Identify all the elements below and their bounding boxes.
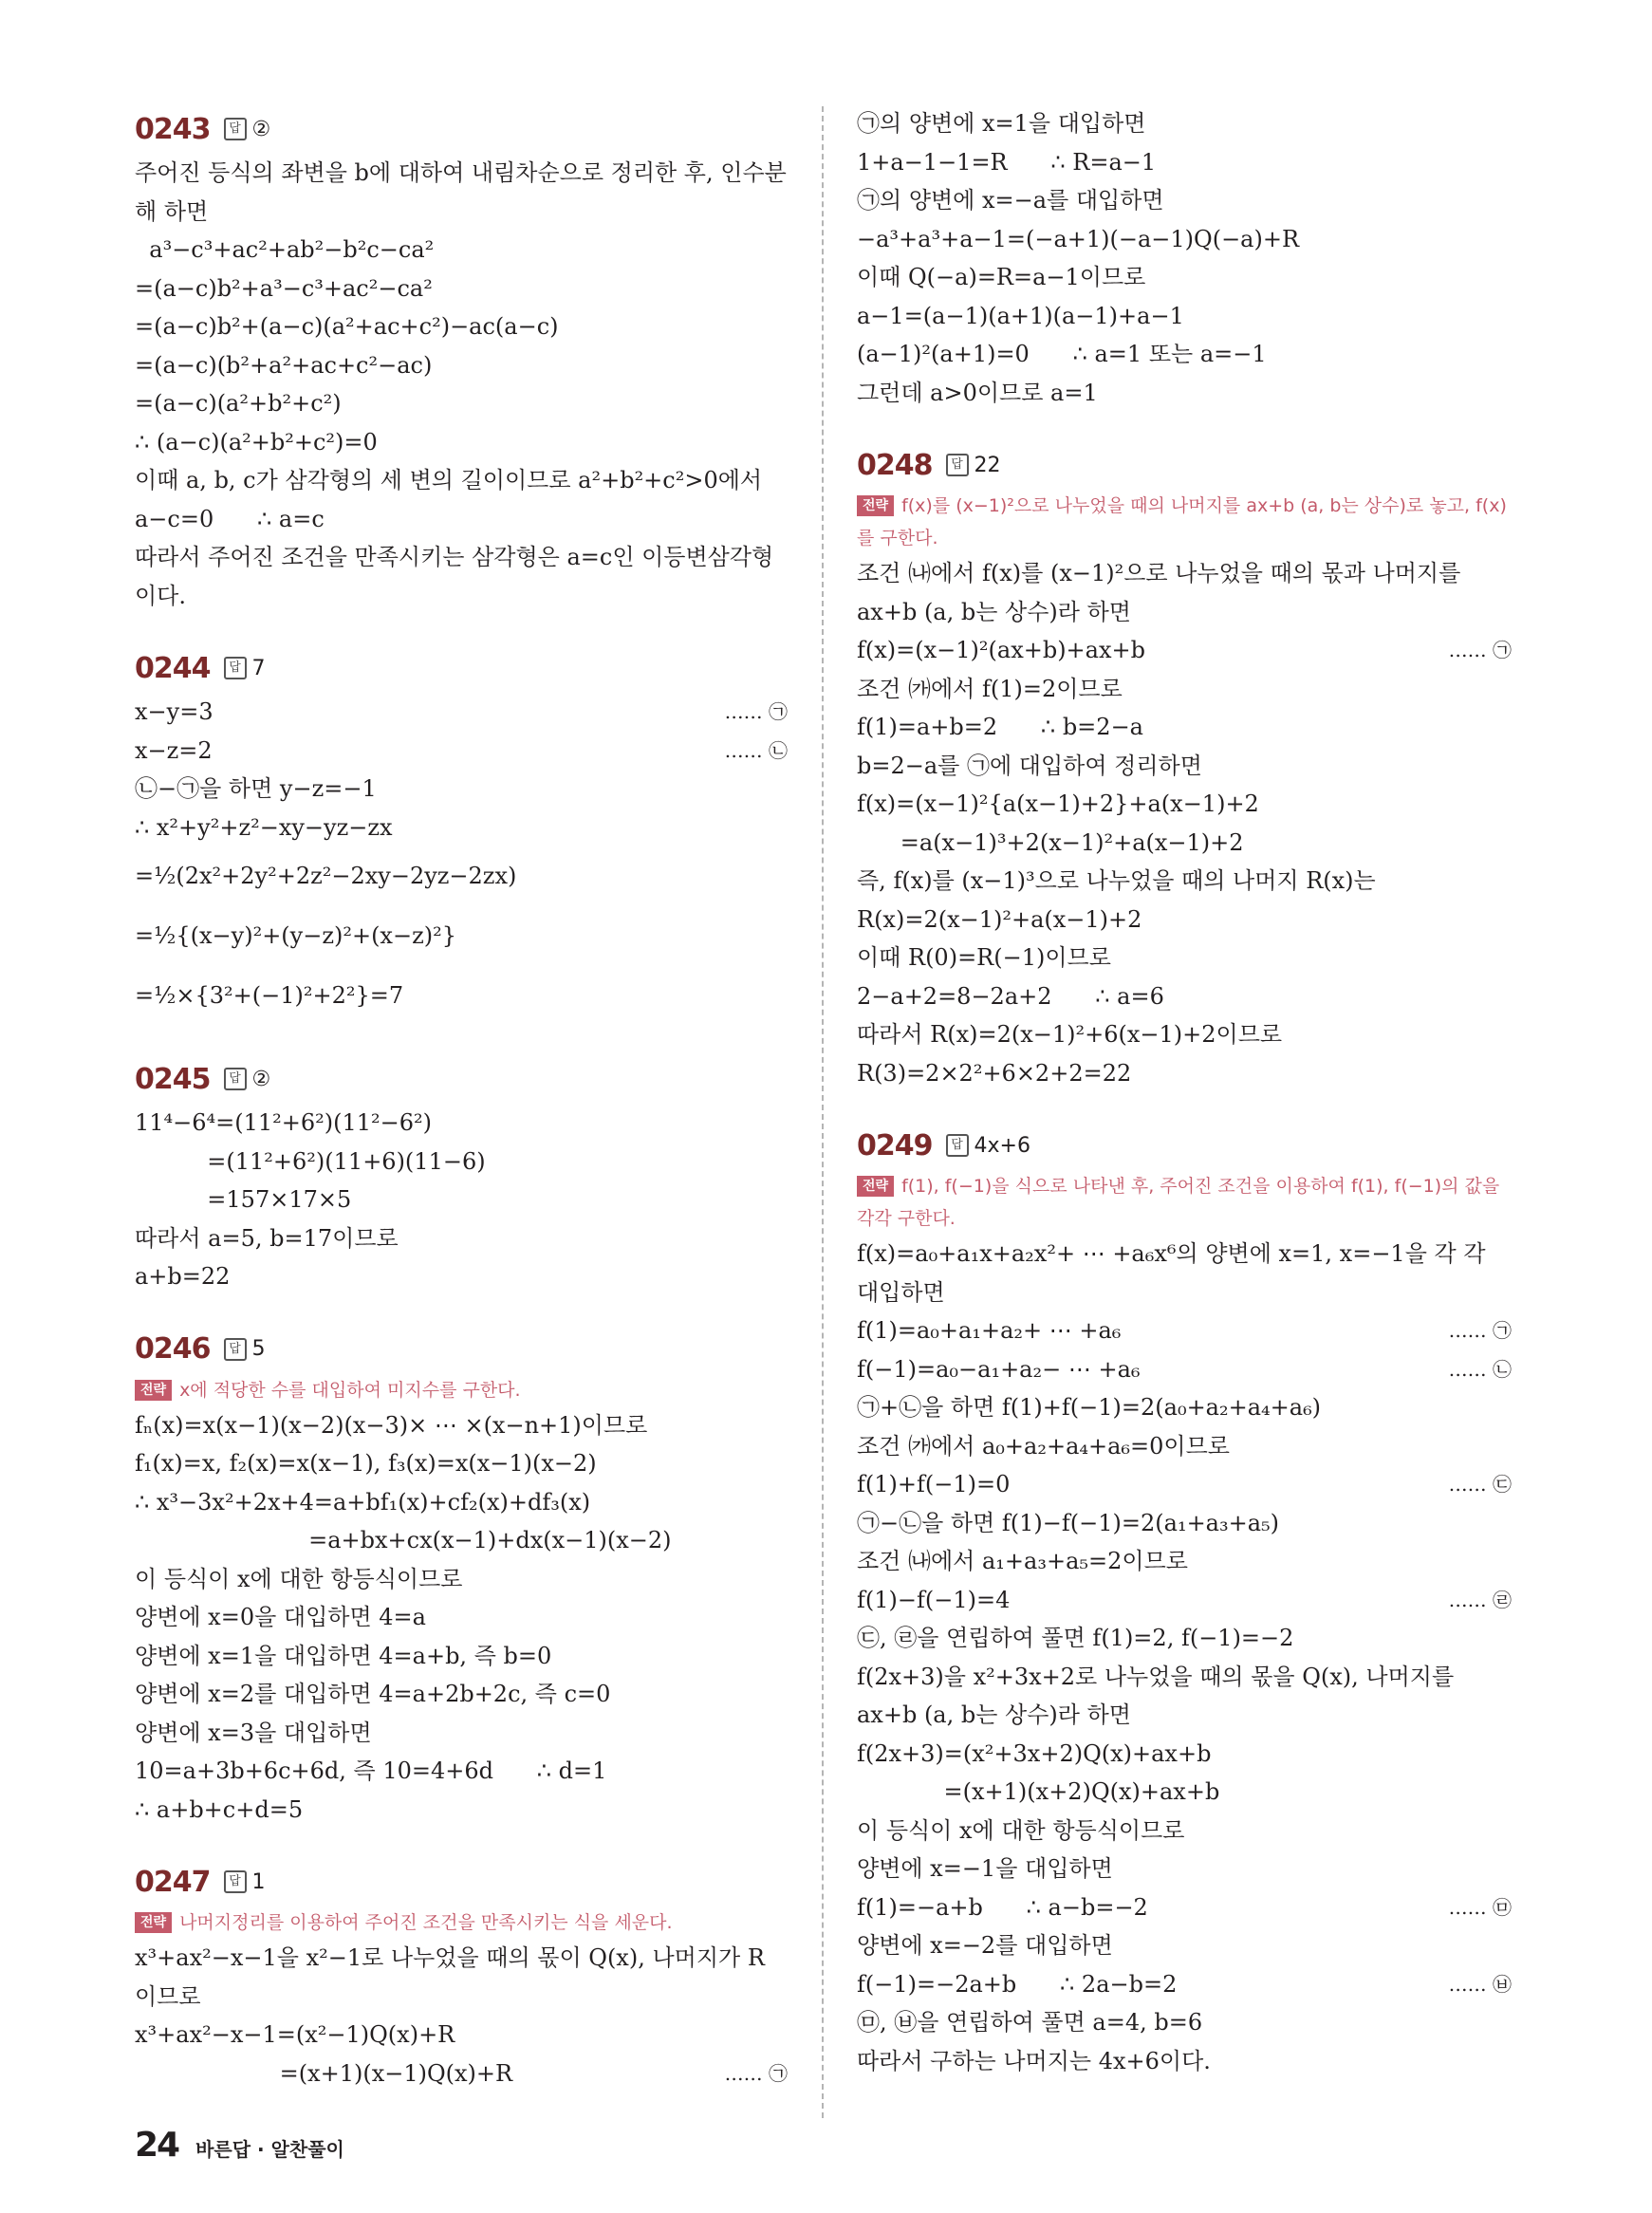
solution-line [857,104,1512,143]
strategy-note [135,1906,788,1939]
answer-icon: 답 [224,657,247,679]
line-text: =157×17×5 [135,1186,352,1213]
solution-line [135,1637,788,1676]
solution-line [135,1219,788,1258]
solution-line [135,461,788,500]
problem-number: 0248 [857,448,933,482]
line-text: 2−a+2=8−2a+2 ∴ a=6 [857,982,1164,1010]
solution-line [857,1350,1512,1389]
line-text: 따라서 R(x)=2(x−1)²+6(x−1)+2이므로 [857,1021,1283,1048]
line-text: =(a−c)(a²+b²+c²) [135,390,342,417]
solution-line [135,1483,788,1522]
equation-ref-label: …… ㉡ [724,738,788,762]
solution-0246 [135,1325,788,1830]
line-text: x−z=2 [135,736,213,764]
problem-header [135,1054,788,1104]
solution-line [857,1619,1512,1658]
line-text: R(3)=2×2²+6×2+2=22 [857,1059,1132,1087]
solution-line [857,1504,1512,1543]
solution-line [857,862,1512,901]
solution-line [857,1465,1512,1504]
solution-line [135,732,788,771]
solution-line [857,901,1512,939]
solution-line [857,977,1512,1016]
equation-ref-label: …… ㉤ [1448,1895,1512,1919]
strategy-text: x에 적당한 수를 대입하여 미지수를 구한다. [179,1379,521,1401]
solution-line [857,1850,1512,1888]
line-text: 양변에 x=3을 대입하면 [135,1719,372,1746]
line-text: x³+ax²−x−1을 x²−1로 나누었을 때의 몫이 Q(x), 나머지가 R 이므로 [135,1944,765,2010]
solution-line [135,1444,788,1483]
solution-line [857,1054,1512,1093]
solution-0244 [135,643,788,1026]
solution-line [135,231,788,270]
solution-line [857,708,1512,747]
answer-icon: 답 [224,1338,247,1361]
line-text: ∴ (a−c)(a²+b²+c²)=0 [135,428,378,456]
answer-value: 22 [974,453,1001,477]
answer-icon: 답 [946,1134,969,1157]
equation-ref-label: …… ㉠ [724,2061,788,2085]
strategy-note [135,1374,788,1406]
line-text: f(x)=(x−1)²(ax+b)+ax+b [857,637,1145,663]
solution-line [135,500,788,539]
solution-0247 [135,1857,788,2092]
solution-line [135,1560,788,1599]
solution-line [135,423,788,462]
equation-ref-label: …… ㉣ [1448,1588,1512,1611]
solution-line [135,1598,788,1637]
line-text: f(−1)=−2a+b ∴ 2a−b=2 [857,1970,1178,1998]
solution-line [857,1696,1512,1735]
answer-icon: 답 [224,118,247,140]
line-text: =(x+1)(x+2)Q(x)+ax+b [857,1778,1220,1805]
strategy-tag: 전략 [135,1380,172,1401]
line-text: ㉢, ㉣을 연립하여 풀면 f(1)=2, f(−1)=−2 [857,1625,1294,1651]
solution-line [857,1773,1512,1812]
solution-line [857,2042,1512,2081]
line-text: =(a−c)(b²+a²+ac+c²−ac) [135,351,433,379]
solution-line [135,1521,788,1560]
line-text: ax+b (a, b는 상수)라 하면 [857,598,1131,625]
solution-line [857,335,1512,374]
solution-line [857,1658,1512,1697]
answer-value: 4x+6 [974,1133,1030,1158]
solution-line [135,1752,788,1791]
strategy-note [857,1170,1512,1235]
answer-value: 5 [251,1337,266,1361]
solution-line [857,747,1512,786]
problem-number: 0244 [135,651,211,685]
line-text: 11⁴−6⁴=(11²+6²)(11²−6²) [135,1109,433,1136]
solution-line [857,824,1512,863]
line-text: 이 등식이 x에 대한 항등식이므로 [857,1816,1185,1844]
line-text: ㉡−㉠을 하면 y−z=−1 [135,775,377,802]
solution-0243 [135,104,788,615]
equation-ref-label: …… ㉠ [724,700,788,723]
line-text: 이때 R(0)=R(−1)이므로 [857,944,1111,971]
line-text: ㉤, ㉥을 연립하여 풀면 a=4, b=6 [857,2009,1203,2036]
column-divider [822,106,824,2118]
solution-line [135,1104,788,1143]
solution-line [857,1427,1512,1466]
solution-line [135,154,788,231]
problem-number: 0247 [135,1865,211,1899]
line-text: ㉠의 양변에 x=−a를 대입하면 [857,187,1164,214]
page-footer [135,2126,344,2165]
answer-value: ② [251,1067,271,1091]
line-text: =(x+1)(x−1)Q(x)+R [135,2059,513,2087]
solution-line [857,1015,1512,1054]
line-text: =½{(x−y)²+(y−z)²+(x−z)²} [135,922,456,949]
line-text: −a³+a³+a−1=(−a+1)(−a−1)Q(−a)+R [857,225,1300,252]
solution-line [135,538,788,615]
line-text: =a(x−1)³+2(x−1)²+a(x−1)+2 [857,828,1244,856]
line-text: a−c=0 ∴ a=c [135,505,325,532]
solution-line [135,693,788,732]
problem-number: 0243 [135,112,211,146]
solution-line [857,2003,1512,2042]
line-text: 10=a+3b+6c+6d, 즉 10=4+6d ∴ d=1 [135,1757,607,1784]
line-text: =½(2x²+2y²+2z²−2xy−2yz−2zx) [135,863,517,889]
solution-line [857,593,1512,632]
line-text: ∴ a+b+c+d=5 [135,1795,304,1823]
line-text: x−y=3 [135,698,213,725]
equation-ref-label: …… ㉥ [1448,1972,1512,1996]
book-title: 바른답 · 알찬풀이 [195,2138,344,2161]
strategy-text: f(x)를 (x−1)²으로 나누었을 때의 나머지를 ax+b (a, b는 상수)로 놓고, f(x)를 구한다. [857,495,1507,549]
solution-line [135,384,788,423]
line-text: f(1)=−a+b ∴ a−b=−2 [857,1893,1148,1921]
solution-line [857,181,1512,220]
page-number: 24 [135,2126,179,2165]
answer-icon: 답 [224,1870,247,1893]
line-text: 주어진 등식의 좌변을 b에 대하여 내림차순으로 정리한 후, 인수분해 하면 [135,159,787,225]
strategy-text: f(1), f(−1)을 식으로 나타낸 후, 주어진 조건을 이용하여 f(1), f(−1)의 값을 각각 구한다. [857,1176,1500,1229]
strategy-tag: 전략 [857,1176,894,1197]
line-text: 양변에 x=2를 대입하면 4=a+2b+2c, 즉 c=0 [135,1681,611,1707]
line-text: b=2−a를 ㉠에 대입하여 정리하면 [857,752,1202,779]
solution-line [857,1388,1512,1427]
strategy-tag: 전략 [135,1912,172,1933]
solution-line [857,554,1512,593]
line-text: 따라서 a=5, b=17이므로 [135,1224,399,1252]
strategy-note [857,490,1512,554]
strategy-text: 나머지정리를 이용하여 주어진 조건을 만족시키는 식을 세운다. [179,1912,673,1933]
line-text: =(a−c)b²+a³−c³+ac²−ca² [135,274,433,302]
line-text: f₁(x)=x, f₂(x)=x(x−1), f₃(x)=x(x−1)(x−2) [135,1450,597,1477]
answer-icon: 답 [224,1068,247,1090]
solution-line [857,1542,1512,1581]
line-text: 따라서 주어진 조건을 만족시키는 삼각형은 a=c인 이등변삼각형 이다. [135,544,774,609]
line-text: 이 등식이 x에 대한 항등식이므로 [135,1565,463,1592]
problem-header [857,440,1512,490]
solution-line [135,1791,788,1830]
solution-line [857,1888,1512,1927]
solution-line [857,143,1512,182]
solution-line [135,1257,788,1296]
line-text: f(x)=a₀+a₁x+a₂x²+ ⋯ +a₆x⁶의 양변에 x=1, x=−1을 각 각 대입하면 [857,1240,1486,1306]
solution-line [857,258,1512,297]
solution-line [135,1143,788,1181]
line-text: =(11²+6²)(11+6)(11−6) [135,1147,486,1175]
solution-line [135,270,788,308]
line-text: 따라서 구하는 나머지는 4x+6이다. [857,2047,1211,2074]
solution-line [857,670,1512,709]
problem-header [135,104,788,154]
solution-line [135,1181,788,1219]
line-text: 양변에 x=1을 대입하면 4=a+b, 즉 b=0 [135,1642,552,1669]
line-text: 즉, f(x)를 (x−1)³으로 나누었을 때의 나머지 R(x)는 [857,867,1376,894]
solution-line [135,1939,788,2016]
line-text: 조건 ㈏에서 f(x)를 (x−1)²으로 나누었을 때의 몫과 나머지를 [857,560,1461,586]
solution-line [857,631,1512,670]
answer-value: 1 [251,1869,266,1894]
answer-value: ② [251,117,271,141]
problem-header [135,1325,788,1374]
line-text: fₙ(x)=x(x−1)(x−2)(x−3)× ⋯ ×(x−n+1)이므로 [135,1411,648,1439]
solution-0249 [857,1121,1512,2080]
line-text: a+b=22 [135,1263,231,1290]
solution-line [857,1581,1512,1620]
solution-line [857,1311,1512,1350]
line-text: 양변에 x=0을 대입하면 4=a [135,1604,426,1630]
line-text: 양변에 x=−1을 대입하면 [857,1855,1113,1882]
line-text: ㉠의 양변에 x=1을 대입하면 [857,110,1146,137]
line-text: 양변에 x=−2를 대입하면 [857,1932,1113,1959]
line-text: =½×{3²+(−1)²+2²}=7 [135,982,404,1009]
equation-ref-label: …… ㉡ [1448,1357,1512,1381]
problem-number: 0245 [135,1062,211,1096]
solution-line [135,966,788,1026]
problem-number: 0249 [857,1128,933,1162]
solution-line [857,220,1512,259]
line-text: f(2x+3)을 x²+3x+2로 나누었을 때의 몫을 Q(x), 나머지를 [857,1663,1455,1690]
problem-header [135,1857,788,1906]
solution-0245 [135,1054,788,1296]
solution-continued [857,104,1512,412]
solution-line [135,906,788,966]
line-text: f(1)=a₀+a₁+a₂+ ⋯ +a₆ [857,1317,1122,1344]
solution-line [857,374,1512,413]
solution-line [135,770,788,809]
answer-icon: 답 [946,454,969,476]
solution-line [857,1812,1512,1850]
right-column [857,104,1512,2109]
line-text: x³+ax²−x−1=(x²−1)Q(x)+R [135,2021,455,2048]
line-text: f(1)−f(−1)=4 [857,1586,1011,1613]
line-text: 조건 ㈎에서 a₀+a₂+a₄+a₆=0이므로 [857,1432,1230,1460]
equation-ref-label: …… ㉠ [1448,639,1512,661]
line-text: 이때 a, b, c가 삼각형의 세 변의 길이이므로 a²+b²+c²>0에서 [135,467,763,493]
problem-header [857,1121,1512,1170]
solution-line [857,939,1512,977]
solution-line [135,1406,788,1445]
solution-line [135,2016,788,2055]
solution-line [857,297,1512,336]
line-text: ㉠+㉡을 하면 f(1)+f(−1)=2(a₀+a₂+a₄+a₆) [857,1394,1322,1421]
solution-line [857,785,1512,824]
line-text: ∴ x³−3x²+2x+4=a+bf₁(x)+cf₂(x)+df₃(x) [135,1488,591,1516]
answer-value: 7 [251,656,266,680]
line-text: R(x)=2(x−1)²+a(x−1)+2 [857,905,1142,933]
equation-ref-label: …… ㉢ [1448,1473,1512,1496]
solution-line [135,846,788,906]
solution-line [135,346,788,385]
solution-line [135,1675,788,1714]
line-text: a−1=(a−1)(a+1)(a−1)+a−1 [857,302,1184,329]
line-text: =a+bx+cx(x−1)+dx(x−1)(x−2) [135,1527,672,1553]
line-text: 이때 Q(−a)=R=a−1이므로 [857,264,1146,290]
line-text: f(1)+f(−1)=0 [857,1471,1011,1497]
line-text: ax+b (a, b는 상수)라 하면 [857,1702,1131,1728]
solution-line [857,1735,1512,1774]
solution-line [857,1965,1512,2004]
line-text: ∴ x²+y²+z²−xy−yz−zx [135,813,393,841]
solution-line [857,1926,1512,1965]
line-text: 그런데 a>0이므로 a=1 [857,379,1098,406]
solution-line [135,1714,788,1753]
line-text: f(1)=a+b=2 ∴ b=2−a [857,714,1143,740]
equation-ref-label: …… ㉠ [1448,1319,1512,1342]
solution-line [135,307,788,346]
problem-header [135,643,788,693]
line-text: ㉠−㉡을 하면 f(1)−f(−1)=2(a₁+a₃+a₅) [857,1509,1280,1536]
line-text: a³−c³+ac²+ab²−b²c−ca² [135,236,435,263]
line-text: f(x)=(x−1)²{a(x−1)+2}+a(x−1)+2 [857,790,1259,817]
line-text: =(a−c)b²+(a−c)(a²+ac+c²)−ac(a−c) [135,313,559,340]
solution-line [135,809,788,847]
problem-number: 0246 [135,1332,211,1366]
left-column [135,104,788,2121]
line-text: 조건 ㈎에서 f(1)=2이므로 [857,675,1123,702]
line-text: f(2x+3)=(x²+3x+2)Q(x)+ax+b [857,1739,1212,1767]
solution-line [135,2055,788,2093]
line-text: (a−1)²(a+1)=0 ∴ a=1 또는 a=−1 [857,341,1267,367]
line-text: 1+a−1−1=R ∴ R=a−1 [857,148,1157,176]
solution-line [857,1235,1512,1311]
solution-0248 [857,440,1512,1092]
line-text: f(−1)=a₀−a₁+a₂− ⋯ +a₆ [857,1355,1141,1383]
line-text: 조건 ㈏에서 a₁+a₃+a₅=2이므로 [857,1548,1188,1574]
strategy-tag: 전략 [857,495,894,516]
